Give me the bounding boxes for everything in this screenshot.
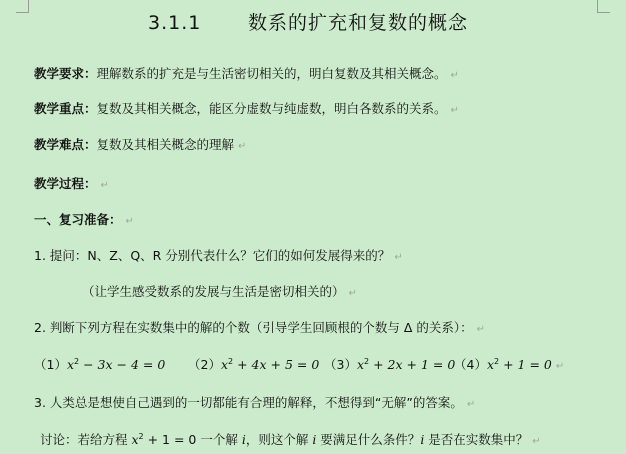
paragraph-mark-icon: ↵ — [476, 324, 486, 335]
requirement-label: 教学要求： — [34, 66, 97, 81]
discussion-line — [40, 430, 541, 448]
discussion-text-3: ，则这个解 — [245, 432, 313, 447]
key-points-label: 教学重点： — [34, 101, 97, 116]
equation-item — [34, 355, 165, 373]
process-label: 教学过程： — [34, 176, 97, 191]
question-1-note-text: （让学生感受数系的发展与生活是密切相关的） — [82, 284, 345, 299]
question-1-text: 1. 提问：N、Z、Q、R 分别代表什么？它们的如何发展得来的？ — [34, 248, 391, 263]
equation-index: （3） — [324, 357, 357, 372]
equation-item — [454, 355, 564, 373]
question-3-text: 3. 人类总是想使自己遇到的一切都能有合理的解释，不想得到“无解”的答案。 — [34, 395, 463, 410]
section-number: 3.1.1 — [148, 12, 202, 34]
requirement-text: 理解数系的扩充是与生活密切相关的，明白复数及其相关概念。 — [96, 66, 447, 81]
equation-rest: − 3x − 4 = 0 — [79, 357, 166, 372]
paragraph-mark-icon: ↵ — [100, 180, 109, 191]
paragraph-mark-icon: ↵ — [532, 436, 541, 447]
page-corner-mark-right — [597, 0, 610, 13]
paragraph-mark-icon: ↵ — [466, 399, 476, 410]
paragraph-mark-icon: ↵ — [450, 70, 459, 81]
page-corner-mark-left — [16, 0, 29, 13]
equation-rest: + 1 = 0 — [499, 357, 552, 372]
paragraph-mark-icon: ↵ — [238, 141, 247, 152]
difficulties-line — [34, 135, 246, 153]
discussion-imag-unit: i — [420, 432, 425, 447]
difficulties-label: 教学难点： — [34, 137, 97, 152]
document-title — [148, 8, 468, 35]
equation-item — [188, 355, 319, 373]
equation-rest: + 4x + 5 = 0 — [233, 357, 320, 372]
difficulties-text: 复数及其相关概念的理解 — [96, 137, 235, 152]
paragraph-mark-icon: ↵ — [348, 288, 357, 299]
question-1-note — [82, 282, 357, 300]
equation-index: （2） — [188, 357, 221, 372]
discussion-exponent: 2 — [138, 431, 144, 441]
discussion-imag-unit: i — [241, 432, 246, 447]
key-points-text: 复数及其相关概念，能区分虚数与纯虚数，明白各数系的关系。 — [96, 101, 447, 116]
equation-index: （4） — [454, 357, 487, 372]
requirement-line — [34, 64, 459, 82]
question-2-text: 2. 判断下列方程在实数集中的解的个数（引导学生回顾根的个数与 Δ 的关系）： — [34, 320, 473, 335]
process-line — [34, 174, 109, 192]
discussion-text-4: 要满足什么条件？ — [316, 432, 421, 447]
paragraph-mark-icon: ↵ — [125, 216, 134, 227]
equation-exponent: 2 — [364, 356, 370, 366]
question-2 — [34, 318, 485, 336]
paragraph-mark-icon: ↵ — [555, 361, 565, 372]
key-points-line — [34, 99, 459, 117]
discussion-variable: x — [131, 432, 139, 447]
equation-exponent: 2 — [494, 356, 500, 366]
equation-variable: x — [220, 357, 229, 372]
discussion-text-5: 是否在实数集中？ — [424, 432, 529, 447]
discussion-text-2: + 1 = 0 一个解 — [143, 432, 242, 447]
review-label: 一、复习准备： — [34, 212, 122, 227]
question-1 — [34, 246, 403, 264]
discussion-imag-unit: i — [312, 432, 317, 447]
equation-index: （1） — [34, 357, 67, 372]
paragraph-mark-icon: ↵ — [450, 105, 459, 116]
paragraph-mark-icon: ↵ — [394, 252, 403, 263]
review-heading — [34, 210, 134, 228]
title-text: 数系的扩充和复数的概念 — [248, 12, 469, 34]
equation-exponent: 2 — [228, 356, 234, 366]
discussion-text-1: 讨论：若给方程 — [40, 432, 132, 447]
equation-variable: x — [356, 357, 365, 372]
question-3 — [34, 393, 475, 411]
equation-exponent: 2 — [74, 356, 80, 366]
equation-variable: x — [66, 357, 75, 372]
equation-variable: x — [486, 357, 495, 372]
equation-rest: + 2x + 1 = 0 — [369, 357, 456, 372]
equation-item — [324, 355, 455, 373]
